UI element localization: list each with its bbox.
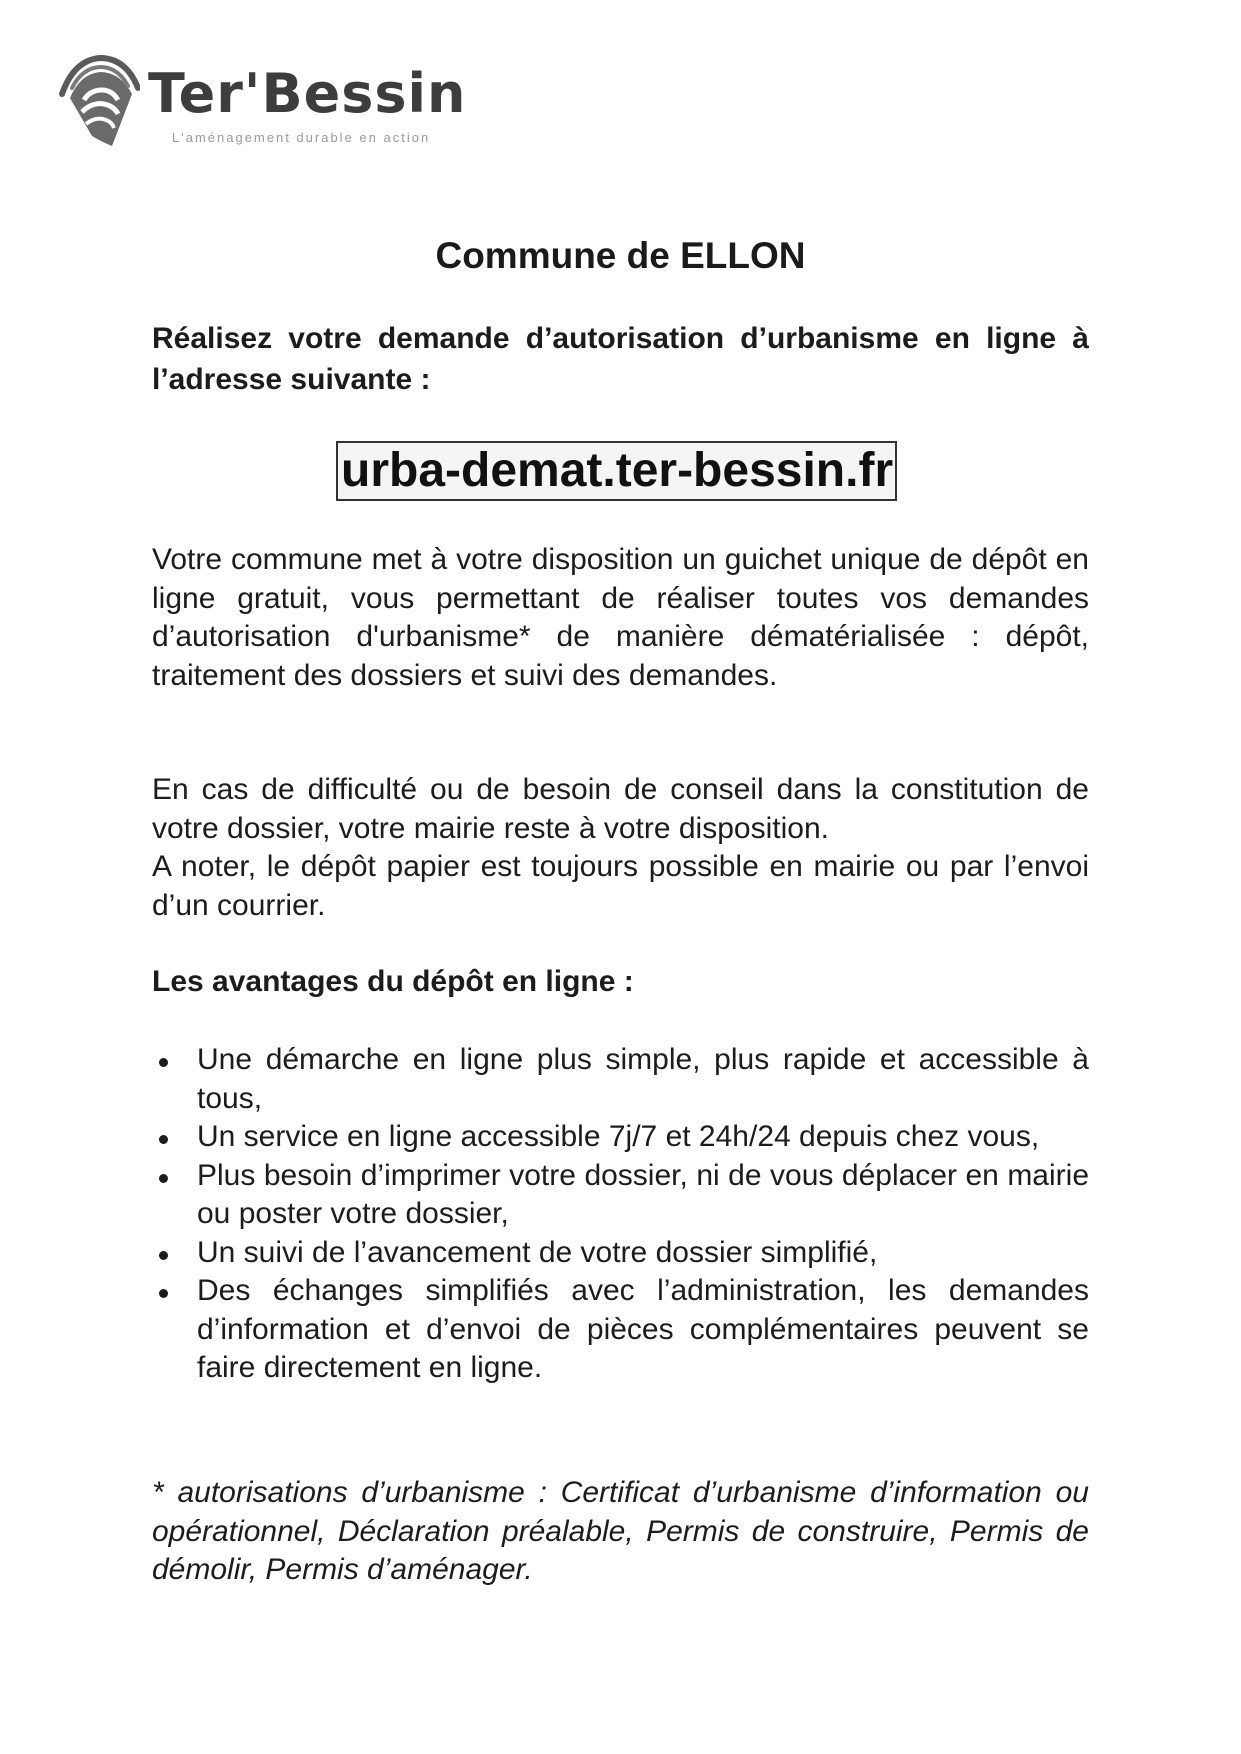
assistance-paragraph: En cas de difficulté ou de besoin de conseil dans la constitution de votre dossier, votre mairie reste à votre disposition.: [152, 773, 1089, 845]
website-url-link[interactable]: urba-demat.ter-bessin.fr: [336, 441, 897, 501]
bullet-icon: [159, 1058, 168, 1067]
page-title: Commune de ELLON: [435, 235, 806, 276]
advantages-list: [152, 1041, 1089, 1388]
bullet-icon: [159, 1289, 168, 1298]
terbessin-logo-icon: [56, 50, 140, 154]
advantage-text: Un service en ligne accessible 7j/7 et 24h/24 depuis chez vous,: [197, 1120, 1040, 1153]
advantage-item: [152, 1234, 1089, 1273]
logo-tagline: L'aménagement durable en action: [172, 130, 431, 145]
bullet-icon: [159, 1251, 168, 1260]
footnote: * autorisations d’urbanisme : Certificat d’urbanisme d’information ou opérationnel, Déclaration préalable, Permis de construire, Permis de démolir, Permis d’aménager.: [152, 1476, 1089, 1586]
advantage-item: [152, 1157, 1089, 1234]
advantage-text: Un suivi de l’avancement de votre dossier simplifié,: [197, 1235, 878, 1269]
description-paragraph: Votre commune met à votre disposition un guichet unique de dépôt en ligne gratuit, vous permettant de réaliser toutes vos demandes d’autorisation d'urbanisme* de manière dématérialisée : dépôt, traitement des dossiers et suivi des demandes.: [152, 543, 1089, 692]
advantage-item: [152, 1118, 1089, 1157]
advantage-text: Plus besoin d’imprimer votre dossier, ni de vous déplacer en mairie ou poster votre dossier,: [197, 1158, 1089, 1230]
bullet-icon: [159, 1135, 168, 1144]
advantage-text: Des échanges simplifiés avec l’administration, les demandes d’information et d’envoi de pièces complémentaires peuvent se faire directement en ligne.: [197, 1274, 1089, 1384]
advantage-item: [152, 1041, 1089, 1118]
terbessin-logo: [56, 50, 476, 160]
paper-filing-paragraph: A noter, le dépôt papier est toujours possible en mairie ou par l’envoi d’un courrier.: [152, 850, 1089, 922]
advantage-item: [152, 1272, 1089, 1388]
advantage-text: Une démarche en ligne plus simple, plus rapide et accessible à tous,: [197, 1043, 1089, 1115]
advantages-heading: Les avantages du dépôt en ligne :: [152, 965, 634, 998]
logo-name: Ter'Bessin: [148, 62, 467, 125]
intro-heading: Réalisez votre demande d’autorisation d’urbanisme en ligne à l’adresse suivante :: [152, 322, 1089, 396]
bullet-icon: [159, 1174, 168, 1183]
